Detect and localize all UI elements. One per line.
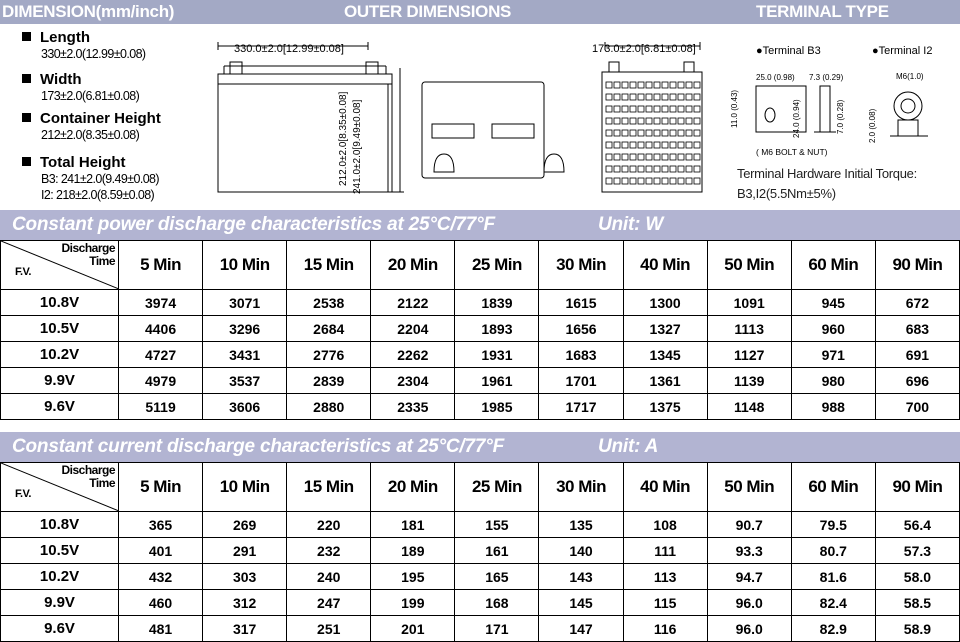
table-cell: 291 [203,538,287,564]
terminal-b3-label: ●Terminal B3 [756,45,821,57]
table-row [1,538,960,564]
column-header: 60 Min [791,241,875,290]
table-cell: 58.9 [875,616,959,642]
table-cell: 115 [623,590,707,616]
terminal-b3-dim-d: 24.0 (0.94) [792,99,801,138]
table-cell: 1375 [623,394,707,420]
header-bar [0,0,960,24]
table-cell: 247 [287,590,371,616]
table-cell: 251 [287,616,371,642]
table-cell: 3431 [203,342,287,368]
table-cell: 481 [119,616,203,642]
fv-cell: 10.2V [1,342,119,368]
column-header: 10 Min [203,241,287,290]
table-cell: 1931 [455,342,539,368]
column-header: 20 Min [371,463,455,512]
bullet-square-icon [22,74,31,83]
terminal-i2-dim: 2.0 (0.08) [868,108,877,143]
table-row [1,316,960,342]
table-cell: 945 [791,290,875,316]
table-cell: 1683 [539,342,623,368]
table-cell: 3071 [203,290,287,316]
table-cell: 1139 [707,368,791,394]
terminal-b3-dim-c: 11.0 (0.43) [730,89,739,128]
table-cell: 1113 [707,316,791,342]
spec-total-height: Total Height B3: 241±2.0(9.49±0.08) I2: 218±2.0(8.59±0.08) [22,155,222,203]
table-cell: 4727 [119,342,203,368]
outer-dimensions-drawing [210,38,730,208]
table-cell: 5119 [119,394,203,420]
column-header: 90 Min [875,463,959,512]
outer-dimensions-title: OUTER DIMENSIONS [344,2,512,21]
terminal-i2-drawing [880,82,940,148]
table-cell: 3296 [203,316,287,342]
table-cell: 312 [203,590,287,616]
table-cell: 140 [539,538,623,564]
column-header: 20 Min [371,241,455,290]
table-cell: 1148 [707,394,791,420]
bullet-square-icon [22,113,31,122]
column-header: 60 Min [791,463,875,512]
table-cell: 1701 [539,368,623,394]
table-cell: 1127 [707,342,791,368]
fv-cell: 9.9V [1,368,119,394]
table-cell: 1893 [455,316,539,342]
table-row [1,342,960,368]
column-header: 15 Min [287,463,371,512]
table-cell: 672 [875,290,959,316]
torque-line-2: B3,I2(5.5Nm±5%) [737,186,836,201]
column-header: 50 Min [707,463,791,512]
table-cell: 2880 [287,394,371,420]
table-cell: 683 [875,316,959,342]
current-section-title: Constant current discharge characteristics at 25°C/77°F [12,436,505,457]
table-cell: 971 [791,342,875,368]
table-cell: 143 [539,564,623,590]
table-cell: 2538 [287,290,371,316]
front-view-grid [606,82,700,184]
table-cell: 4979 [119,368,203,394]
column-header: 10 Min [203,463,287,512]
fv-cell: 9.6V [1,616,119,642]
table-cell: 960 [791,316,875,342]
table-cell: 96.0 [707,590,791,616]
spec-container-height: Container Height 212±2.0(8.35±0.08) [22,111,222,143]
table-row [1,512,960,538]
table-row [1,616,960,642]
column-header: 15 Min [287,241,371,290]
bullet-square-icon [22,157,31,166]
column-header: 90 Min [875,241,959,290]
table-cell: 432 [119,564,203,590]
power-table-header [1,241,960,290]
table-cell: 1717 [539,394,623,420]
current-table [0,462,960,642]
table-cell: 2684 [287,316,371,342]
terminal-b3-dim-b: 7.3 (0.29) [809,73,844,82]
column-header: 25 Min [455,241,539,290]
fv-cell: 10.5V [1,316,119,342]
table-cell: 57.3 [875,538,959,564]
table-cell: 3974 [119,290,203,316]
table-cell: 82.4 [791,590,875,616]
table-cell: 365 [119,512,203,538]
table-cell: 1361 [623,368,707,394]
table-cell: 700 [875,394,959,420]
table-cell: 1327 [623,316,707,342]
table-cell: 155 [455,512,539,538]
table-cell: 90.7 [707,512,791,538]
column-header: 5 Min [119,241,203,290]
table-cell: 220 [287,512,371,538]
table-cell: 181 [371,512,455,538]
table-cell: 1300 [623,290,707,316]
column-header: 50 Min [707,241,791,290]
fv-cell: 10.8V [1,512,119,538]
power-section-title: Constant power discharge characteristics at 25°C/77°F [12,214,495,235]
table-cell: 303 [203,564,287,590]
table-cell: 317 [203,616,287,642]
table-cell: 691 [875,342,959,368]
table-cell: 1961 [455,368,539,394]
table-cell: 269 [203,512,287,538]
column-header: 40 Min [623,241,707,290]
table-cell: 195 [371,564,455,590]
table-cell: 232 [287,538,371,564]
current-section-band [0,432,960,462]
spec-length: Length 330±2.0(12.99±0.08) [22,30,222,62]
table-cell: 111 [623,538,707,564]
table-cell: 1656 [539,316,623,342]
table-cell: 240 [287,564,371,590]
length-dimension-label: 330.0±2.0[12.99±0.08] [234,43,344,55]
terminal-type-title: TERMINAL TYPE [756,2,889,21]
current-table-corner: Discharge Time F.V. [1,463,119,512]
table-cell: 189 [371,538,455,564]
table-cell: 1985 [455,394,539,420]
table-cell: 980 [791,368,875,394]
table-cell: 2204 [371,316,455,342]
table-cell: 1839 [455,290,539,316]
table-row [1,290,960,316]
table-cell: 145 [539,590,623,616]
fv-cell: 10.2V [1,564,119,590]
column-header: 30 Min [539,463,623,512]
table-cell: 3537 [203,368,287,394]
table-cell: 135 [539,512,623,538]
table-cell: 199 [371,590,455,616]
fv-cell: 9.6V [1,394,119,420]
power-section-band [0,210,960,240]
table-cell: 116 [623,616,707,642]
table-cell: 2839 [287,368,371,394]
dimension-title: DIMENSION(mm/inch) [2,2,175,21]
table-cell: 94.7 [707,564,791,590]
table-cell: 4406 [119,316,203,342]
table-row [1,394,960,420]
bullet-square-icon [22,32,31,41]
table-cell: 3606 [203,394,287,420]
table-cell: 96.0 [707,616,791,642]
table-cell: 2122 [371,290,455,316]
table-cell: 2262 [371,342,455,368]
table-cell: 81.6 [791,564,875,590]
table-cell: 82.9 [791,616,875,642]
table-cell: 147 [539,616,623,642]
table-cell: 161 [455,538,539,564]
table-cell: 1345 [623,342,707,368]
current-table-header [1,463,960,512]
table-cell: 79.5 [791,512,875,538]
current-unit: Unit: A [598,436,659,457]
table-cell: 80.7 [791,538,875,564]
table-cell: 171 [455,616,539,642]
table-cell: 460 [119,590,203,616]
fv-cell: 10.5V [1,538,119,564]
terminal-b3-bolt: ( M6 BOLT & NUT) [756,147,828,157]
fv-cell: 10.8V [1,290,119,316]
table-cell: 2304 [371,368,455,394]
table-cell: 113 [623,564,707,590]
container-height-dimension-label: 212.0±2.0[8.35±0.08] [338,91,349,186]
terminal-i2-thread: M6(1.0) [896,72,924,81]
table-cell: 401 [119,538,203,564]
table-cell: 58.0 [875,564,959,590]
fv-cell: 9.9V [1,590,119,616]
column-header: 25 Min [455,463,539,512]
power-table [0,240,960,420]
table-cell: 696 [875,368,959,394]
table-cell: 2776 [287,342,371,368]
column-header: 5 Min [119,463,203,512]
table-cell: 2335 [371,394,455,420]
width-dimension-label: 173.0±2.0[6.81±0.08] [592,43,696,55]
terminal-i2-label: ●Terminal I2 [872,45,933,57]
torque-line-1: Terminal Hardware Initial Torque: [737,166,917,181]
total-height-dimension-label: 241.0±2.0[9.49±0.08] [352,99,363,194]
terminal-b3-dim-e: 7.0 (0.28) [836,99,845,134]
table-cell: 201 [371,616,455,642]
table-row [1,590,960,616]
table-cell: 108 [623,512,707,538]
table-cell: 1615 [539,290,623,316]
column-header: 30 Min [539,241,623,290]
table-row [1,564,960,590]
table-cell: 56.4 [875,512,959,538]
table-cell: 93.3 [707,538,791,564]
power-unit: Unit: W [598,214,664,235]
power-table-corner: Discharge Time F.V. [1,241,119,290]
table-row [1,368,960,394]
table-cell: 988 [791,394,875,420]
terminal-b3-dim-a: 25.0 (0.98) [756,73,795,82]
column-header: 40 Min [623,463,707,512]
spec-width: Width 173±2.0(6.81±0.08) [22,72,222,104]
table-cell: 58.5 [875,590,959,616]
table-cell: 168 [455,590,539,616]
table-cell: 165 [455,564,539,590]
table-cell: 1091 [707,290,791,316]
